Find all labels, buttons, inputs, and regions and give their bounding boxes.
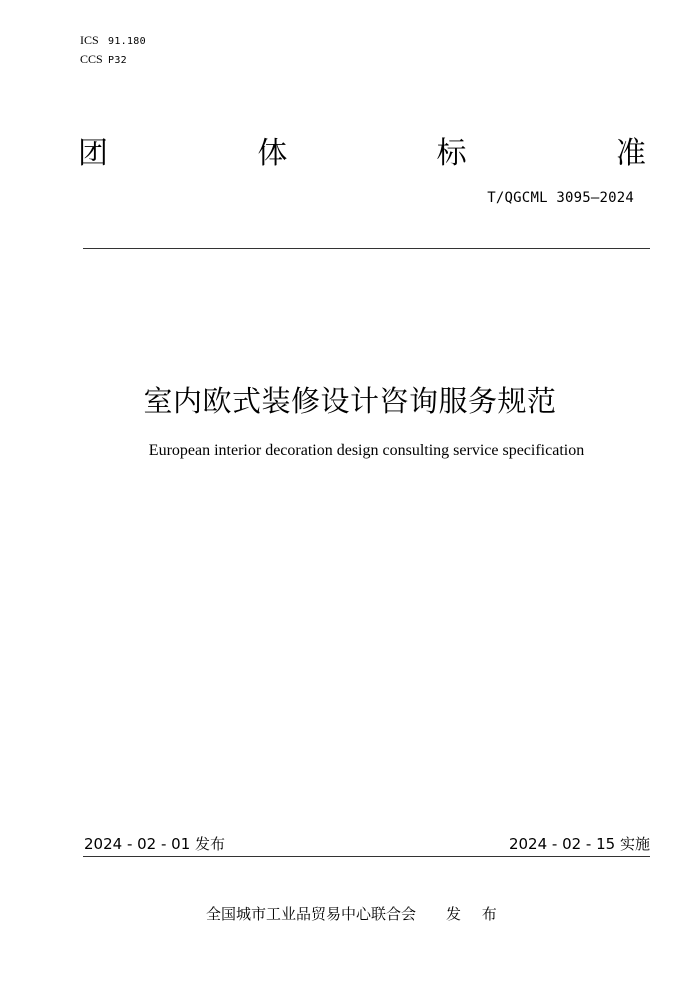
standard-number: T/QGCML 3095—2024 — [487, 190, 634, 206]
ccs-label: CCS — [80, 52, 103, 66]
effective-date: 2024 - 02 - 15 — [508, 835, 616, 853]
issue-date: 2024 - 02 - 01 — [84, 835, 191, 853]
ics-code — [80, 33, 146, 49]
title-chinese: 室内欧式装修设计咨询服务规范 — [143, 384, 557, 418]
title-english: European interior decoration design consulting service specification — [148, 442, 585, 459]
standard-type-char: 体 — [257, 136, 288, 171]
standard-type-char: 准 — [615, 136, 646, 171]
effective-date-line — [509, 834, 650, 854]
publisher-name: 全国城市工业品贸易中心联合会 — [206, 905, 417, 923]
ics-value: 91.180 — [108, 36, 146, 47]
ics-label: ICS — [80, 33, 99, 47]
ccs-value: P32 — [108, 55, 127, 66]
bottom-divider — [83, 856, 650, 857]
standard-type-char: 标 — [436, 136, 467, 171]
standard-type-heading — [78, 134, 646, 174]
publisher-action: 发 布 — [446, 905, 505, 923]
issue-label: 发布 — [195, 835, 226, 853]
publisher-line — [206, 904, 505, 924]
top-divider — [83, 248, 650, 249]
effective-label: 实施 — [619, 835, 650, 853]
ccs-code — [80, 52, 127, 68]
standard-type-char: 团 — [78, 136, 108, 171]
issue-date-line — [84, 834, 225, 854]
